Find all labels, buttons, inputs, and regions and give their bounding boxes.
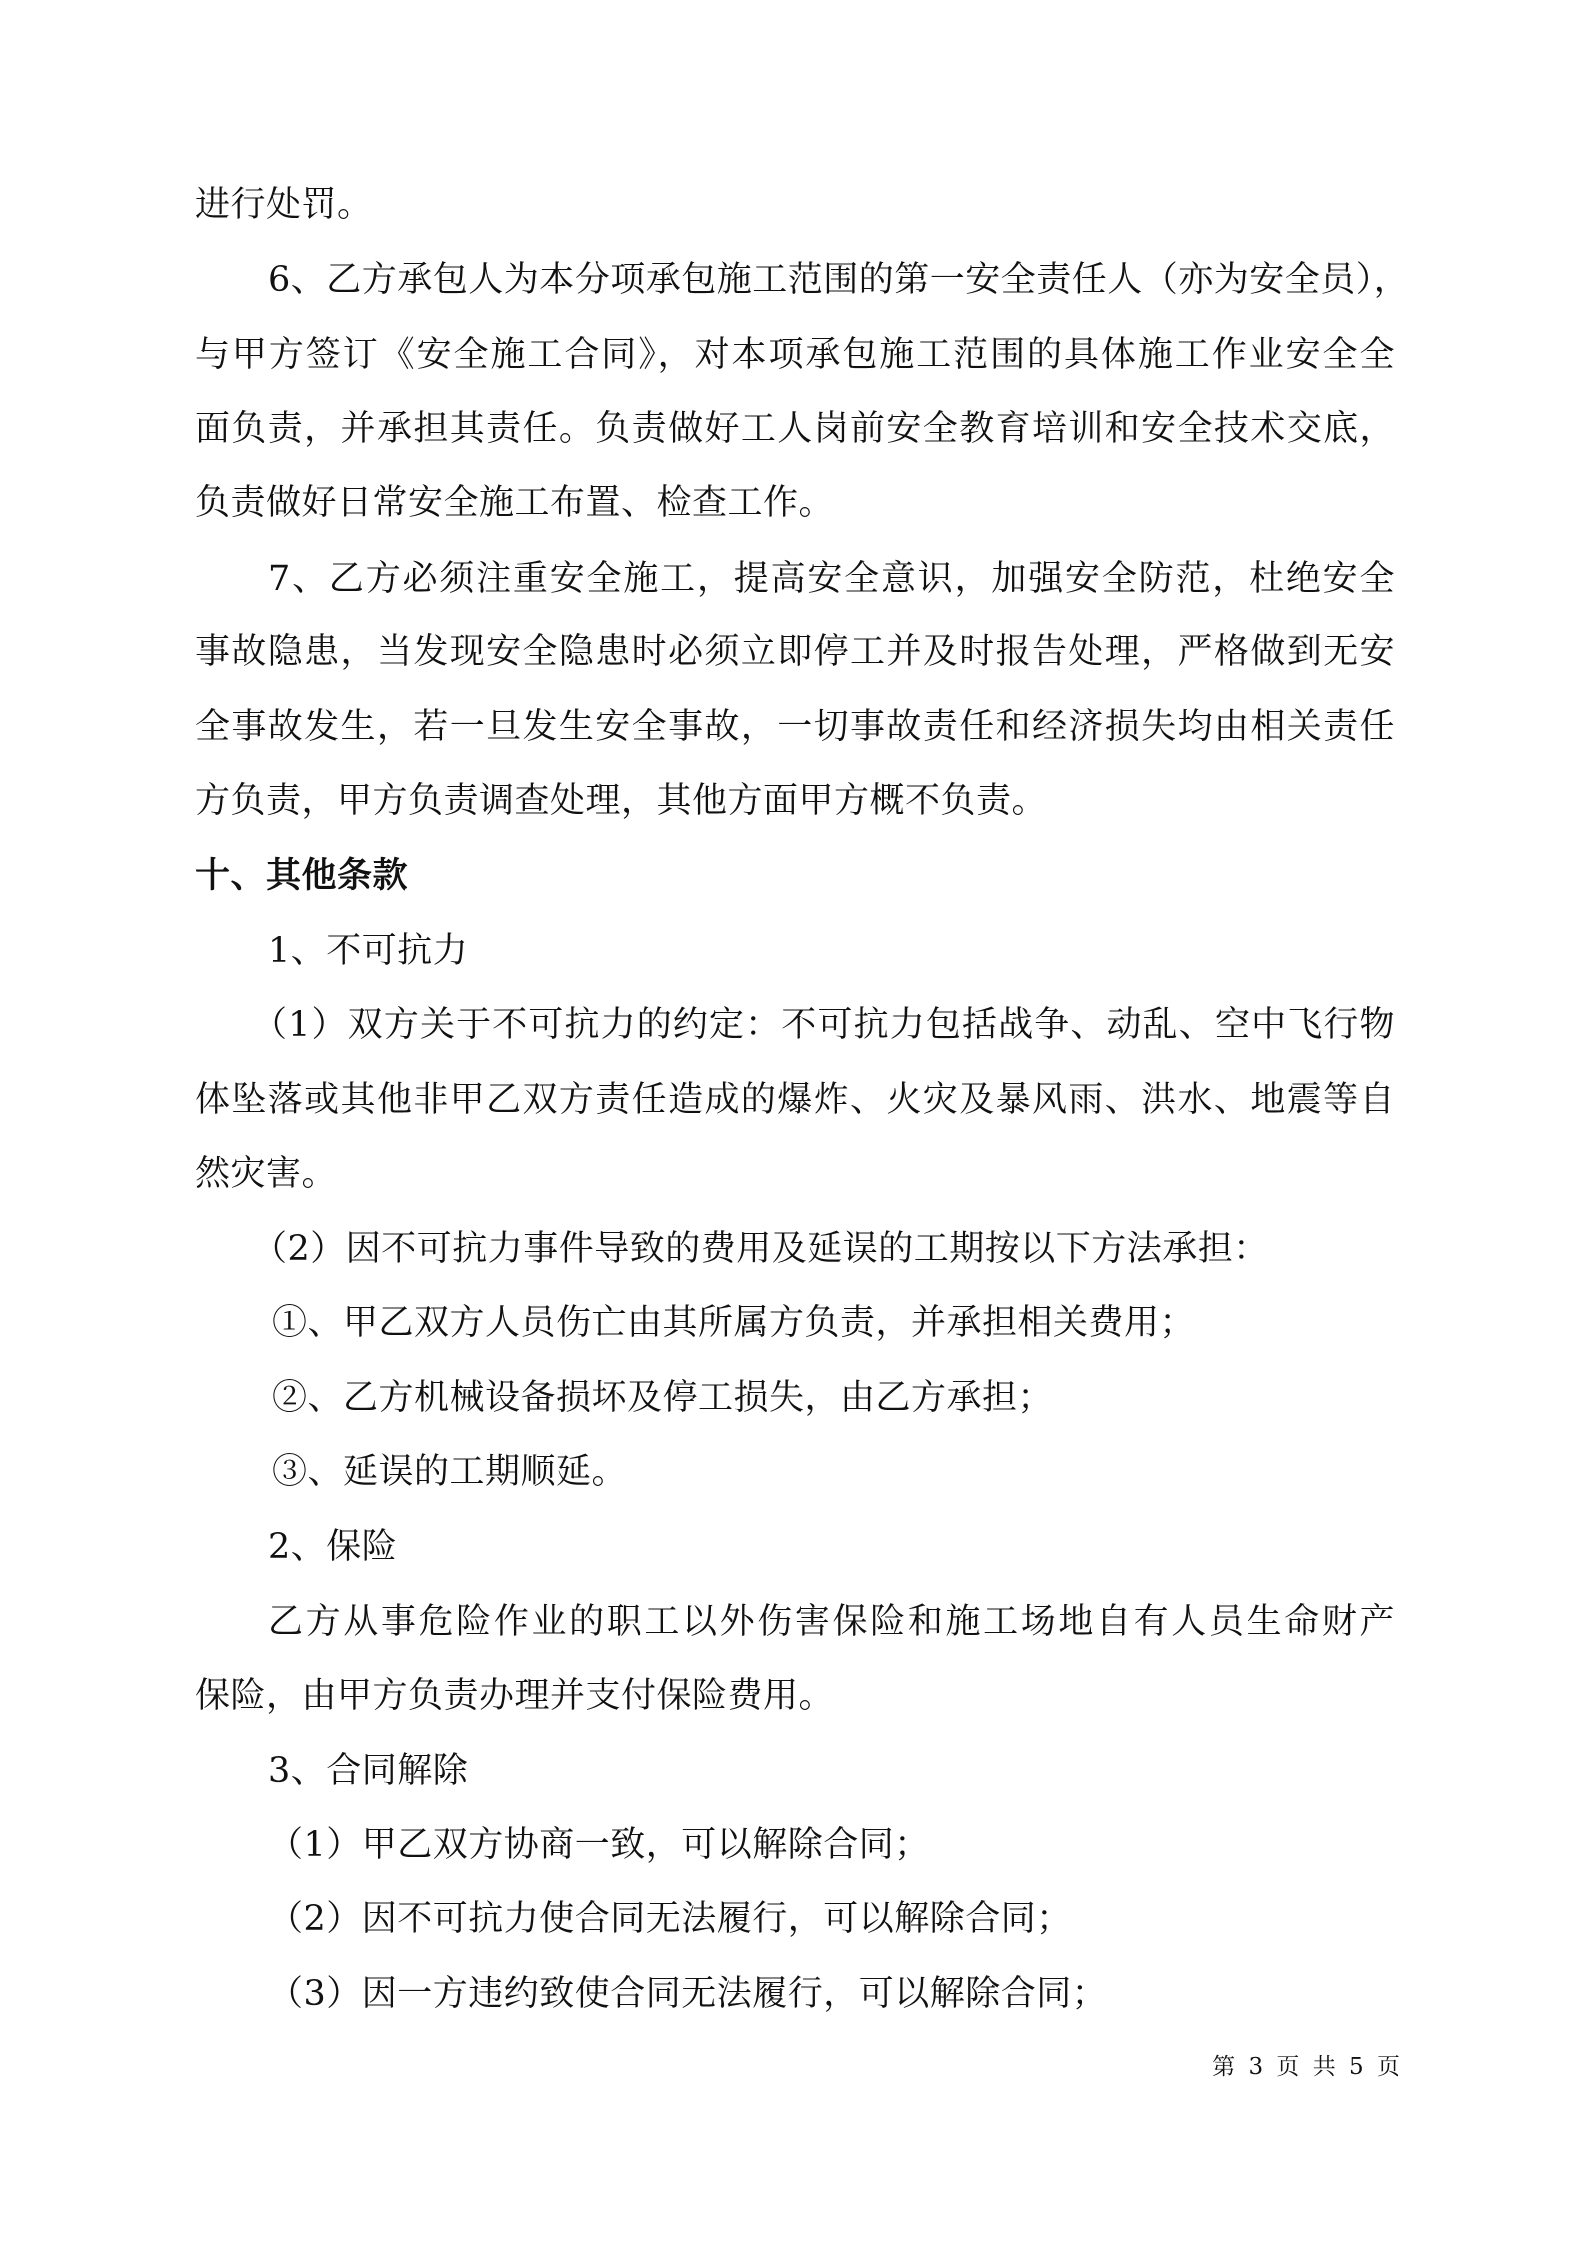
paragraph-line: （1）双方关于不可抗力的约定：不可抗力包括战争、动乱、空中飞行物 — [252, 1005, 1395, 1045]
paragraph-line: 事故隐患，当发现安全隐患时必须立即停工并及时报告处理，严格做到无安 — [195, 632, 1395, 672]
list-item: ②、乙方机械设备损坏及停工损失，由乙方承担； — [272, 1378, 1054, 1418]
paragraph-line: 保险，由甲方负责办理并支付保险费用。 — [195, 1676, 835, 1716]
paragraph-line: 全事故发生，若一旦发生安全事故，一切事故责任和经济损失均由相关责任 — [195, 707, 1395, 747]
paragraph-line: （2）因不可抗力事件导致的费用及延误的工期按以下方法承担： — [252, 1229, 1269, 1269]
subsection-heading: 1、不可抗力 — [268, 931, 469, 971]
paragraph-line: 方负责，甲方负责调查处理，其他方面甲方概不负责。 — [195, 781, 1048, 821]
list-item: ③、延误的工期顺延。 — [272, 1452, 628, 1492]
paragraph-line: 体坠落或其他非甲乙双方责任造成的爆炸、火灾及暴风雨、洪水、地震等自 — [195, 1080, 1395, 1120]
subsection-heading: 2、保险 — [268, 1527, 398, 1567]
paragraph-line: 面负责，并承担其责任。负责做好工人岗前安全教育培训和安全技术交底， — [195, 409, 1395, 449]
list-item: （3）因一方违约致使合同无法履行，可以解除合同； — [268, 1974, 1108, 2014]
paragraph-line: 负责做好日常安全施工布置、检查工作。 — [195, 483, 835, 523]
paragraph-line: 进行处罚。 — [195, 185, 373, 225]
paragraph-line: 然灾害。 — [195, 1154, 338, 1194]
subsection-heading: 3、合同解除 — [268, 1751, 469, 1791]
paragraph-line: 乙方从事危险作业的职工以外伤害保险和施工场地自有人员生命财产 — [268, 1602, 1395, 1642]
list-item: ①、甲乙双方人员伤亡由其所属方负责，并承担相关费用； — [272, 1303, 1196, 1343]
list-item: （1）甲乙双方协商一致，可以解除合同； — [268, 1825, 930, 1865]
paragraph-line: 与甲方签订《安全施工合同》，对本项承包施工范围的具体施工作业安全全 — [195, 335, 1395, 375]
paragraph-line: 6、乙方承包人为本分项承包施工范围的第一安全责任人（亦为安全员）， — [268, 260, 1410, 300]
page-number-footer: 第 3 页 共 5 页 — [1212, 2054, 1400, 2080]
section-heading: 十、其他条款 — [195, 856, 409, 896]
paragraph-line: 7、乙方必须注重安全施工，提高安全意识，加强安全防范，杜绝安全 — [268, 559, 1395, 599]
list-item: （2）因不可抗力使合同无法履行，可以解除合同； — [268, 1899, 1072, 1939]
